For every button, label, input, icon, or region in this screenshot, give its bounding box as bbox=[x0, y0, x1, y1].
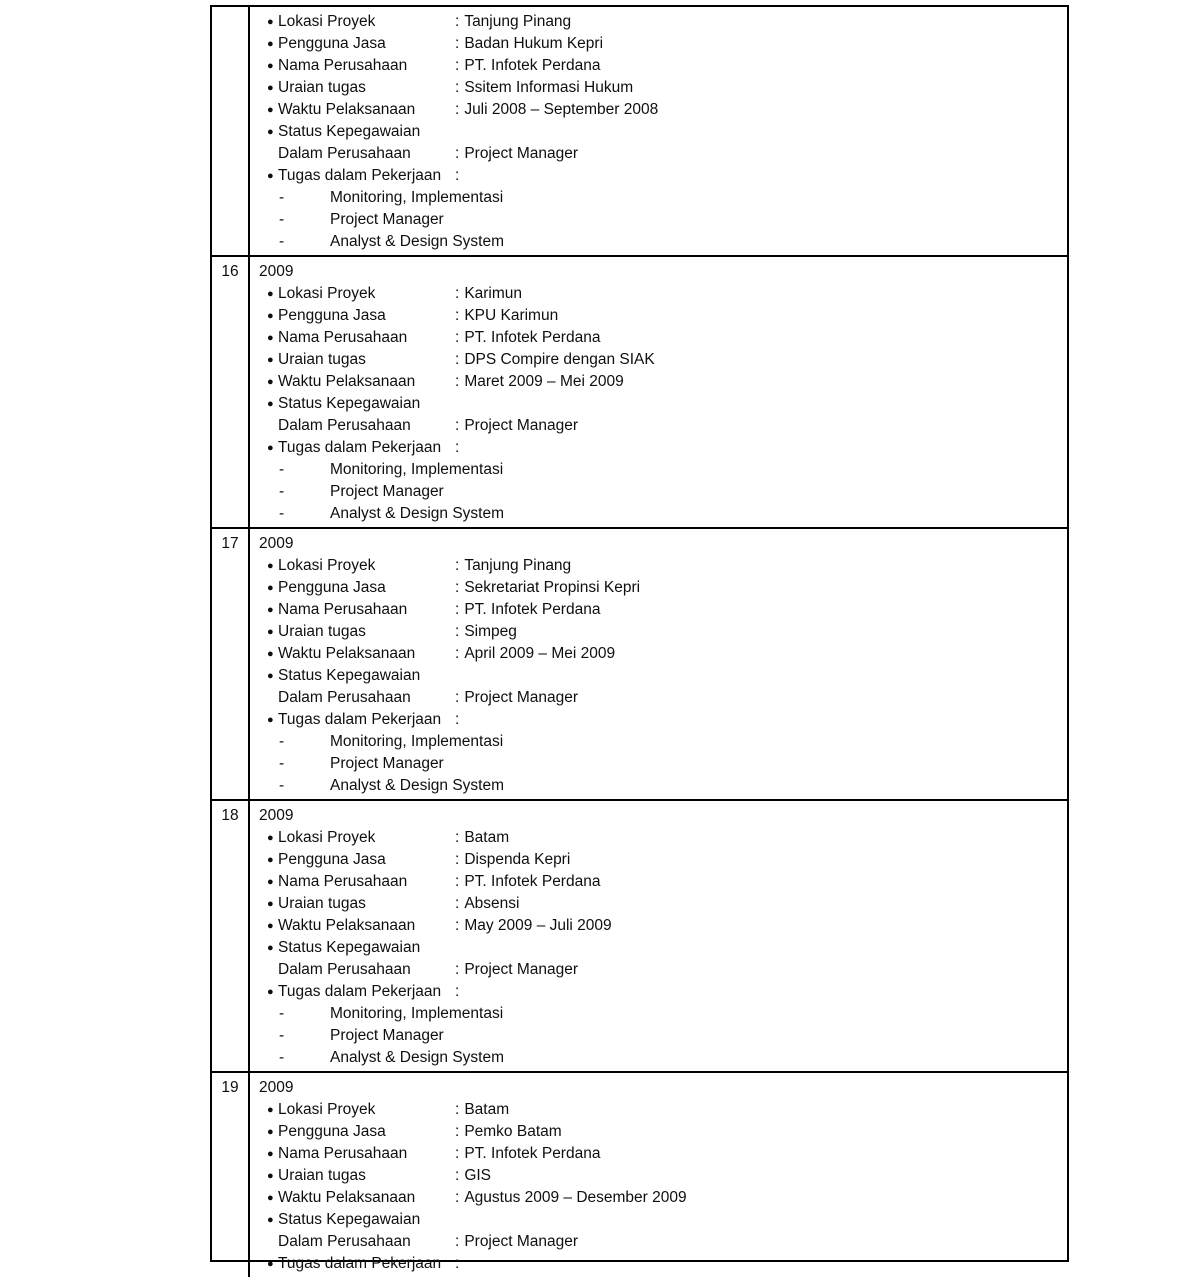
detail-value: Batam bbox=[464, 1101, 510, 1118]
detail-value: KPU Karimun bbox=[464, 307, 559, 324]
task-item bbox=[259, 481, 1061, 503]
bullet-icon: ● bbox=[267, 1148, 274, 1160]
detail-label: Uraian tugas bbox=[278, 79, 366, 96]
detail-item bbox=[259, 55, 1061, 77]
bullet-icon: ● bbox=[267, 560, 274, 572]
status-value: Project Manager bbox=[464, 689, 579, 706]
status-label: Status Kepegawaian bbox=[278, 667, 421, 684]
detail-item bbox=[259, 1165, 1061, 1187]
status-sublabel: Dalam Perusahaan bbox=[278, 689, 411, 706]
row-content-cell bbox=[250, 7, 1067, 255]
colon: : bbox=[455, 329, 460, 346]
projects-table bbox=[210, 5, 1069, 1272]
dash-icon: - bbox=[279, 1027, 285, 1044]
detail-label: Lokasi Proyek bbox=[278, 557, 376, 574]
bullet-icon: ● bbox=[267, 1104, 274, 1116]
detail-label: Waktu Pelaksanaan bbox=[278, 101, 416, 118]
row-number-cell bbox=[212, 1073, 250, 1277]
bullet-icon: ● bbox=[267, 942, 274, 954]
colon: : bbox=[455, 79, 460, 96]
detail-label: Lokasi Proyek bbox=[278, 829, 376, 846]
task-list bbox=[259, 459, 1061, 525]
detail-list bbox=[259, 11, 1061, 121]
status-sublabel: Dalam Perusahaan bbox=[278, 1233, 411, 1250]
colon: : bbox=[455, 1101, 460, 1118]
bullet-icon: ● bbox=[267, 354, 274, 366]
detail-label: Pengguna Jasa bbox=[278, 1123, 386, 1140]
bullet-icon: ● bbox=[267, 310, 274, 322]
detail-value: Absensi bbox=[464, 895, 520, 912]
status-value: Project Manager bbox=[464, 1233, 579, 1250]
detail-item bbox=[259, 305, 1061, 327]
detail-label: Nama Perusahaan bbox=[278, 601, 408, 618]
bullet-icon: ● bbox=[267, 1258, 274, 1270]
table-row bbox=[212, 7, 1067, 255]
status-label: Status Kepegawaian bbox=[278, 395, 421, 412]
colon: : bbox=[455, 101, 460, 118]
colon: : bbox=[455, 557, 460, 574]
status-line-1 bbox=[259, 121, 1061, 143]
dash-icon: - bbox=[279, 755, 285, 772]
detail-label: Uraian tugas bbox=[278, 1167, 366, 1184]
bullet-icon: ● bbox=[267, 714, 274, 726]
detail-item bbox=[259, 77, 1061, 99]
detail-list bbox=[259, 555, 1061, 665]
task-item bbox=[259, 1003, 1061, 1025]
detail-item bbox=[259, 371, 1061, 393]
task-item bbox=[259, 459, 1061, 481]
detail-value: Karimun bbox=[464, 285, 523, 302]
colon: : bbox=[455, 57, 460, 74]
task-text: Monitoring, Implementasi bbox=[330, 733, 504, 750]
detail-item bbox=[259, 283, 1061, 305]
project-year: 2009 bbox=[259, 1079, 294, 1096]
detail-item bbox=[259, 11, 1061, 33]
colon: : bbox=[455, 35, 460, 52]
task-text: Monitoring, Implementasi bbox=[330, 189, 504, 206]
row-content-cell bbox=[250, 801, 1067, 1071]
project-year: 2009 bbox=[259, 263, 294, 280]
row-content-cell bbox=[250, 257, 1067, 527]
marker-spacer bbox=[267, 1231, 278, 1253]
detail-item bbox=[259, 33, 1061, 55]
bullet-icon: ● bbox=[267, 986, 274, 998]
colon: : bbox=[455, 851, 460, 868]
task-text: Analyst & Design System bbox=[330, 505, 505, 522]
detail-label: Pengguna Jasa bbox=[278, 35, 386, 52]
tasks-header-label: Tugas dalam Pekerjaan bbox=[278, 711, 442, 728]
status-line-1 bbox=[259, 393, 1061, 415]
status-line-2 bbox=[259, 959, 1061, 981]
detail-value: PT. Infotek Perdana bbox=[464, 873, 601, 890]
row-number: 18 bbox=[221, 807, 239, 824]
detail-value: Batam bbox=[464, 829, 510, 846]
table-row bbox=[212, 1071, 1067, 1277]
task-item bbox=[259, 503, 1061, 525]
tasks-header bbox=[259, 165, 1061, 187]
detail-label: Waktu Pelaksanaan bbox=[278, 917, 416, 934]
task-item bbox=[259, 775, 1061, 797]
status-line-2 bbox=[259, 687, 1061, 709]
row-number-cell bbox=[212, 529, 250, 799]
bullet-icon: ● bbox=[267, 442, 274, 454]
task-item bbox=[259, 209, 1061, 231]
status-label: Status Kepegawaian bbox=[278, 123, 421, 140]
status-line-1 bbox=[259, 1209, 1061, 1231]
dash-icon: - bbox=[279, 189, 285, 206]
bullet-icon: ● bbox=[267, 376, 274, 388]
detail-label: Uraian tugas bbox=[278, 623, 366, 640]
detail-label: Lokasi Proyek bbox=[278, 1101, 376, 1118]
detail-value: DPS Compire dengan SIAK bbox=[464, 351, 655, 368]
task-text: Analyst & Design System bbox=[330, 233, 505, 250]
row-number: 19 bbox=[221, 1079, 239, 1096]
tasks-header-label: Tugas dalam Pekerjaan bbox=[278, 167, 442, 184]
detail-value: PT. Infotek Perdana bbox=[464, 1145, 601, 1162]
detail-value: Tanjung Pinang bbox=[464, 13, 572, 30]
row-number: 16 bbox=[221, 263, 239, 280]
detail-item bbox=[259, 915, 1061, 937]
status-line-2 bbox=[259, 1231, 1061, 1253]
task-list bbox=[259, 1003, 1061, 1069]
detail-value: Tanjung Pinang bbox=[464, 557, 572, 574]
bullet-icon: ● bbox=[267, 920, 274, 932]
table-row bbox=[212, 255, 1067, 527]
bullet-icon: ● bbox=[267, 1214, 274, 1226]
detail-label: Nama Perusahaan bbox=[278, 873, 408, 890]
detail-value: PT. Infotek Perdana bbox=[464, 601, 601, 618]
bullet-icon: ● bbox=[267, 170, 274, 182]
detail-value: PT. Infotek Perdana bbox=[464, 57, 601, 74]
bullet-icon: ● bbox=[267, 832, 274, 844]
colon: : bbox=[455, 167, 460, 184]
row-content-cell bbox=[250, 1073, 1067, 1277]
colon: : bbox=[455, 1233, 460, 1250]
detail-value: Badan Hukum Kepri bbox=[464, 35, 604, 52]
detail-item bbox=[259, 555, 1061, 577]
bullet-icon: ● bbox=[267, 604, 274, 616]
task-text: Project Manager bbox=[330, 483, 444, 500]
tasks-header-label: Tugas dalam Pekerjaan bbox=[278, 1255, 442, 1272]
marker-spacer bbox=[267, 143, 278, 165]
colon: : bbox=[455, 983, 460, 1000]
task-item bbox=[259, 187, 1061, 209]
bullet-icon: ● bbox=[267, 670, 274, 682]
dash-icon: - bbox=[279, 461, 285, 478]
detail-label: Waktu Pelaksanaan bbox=[278, 373, 416, 390]
bullet-icon: ● bbox=[267, 16, 274, 28]
colon: : bbox=[455, 1123, 460, 1140]
table-row bbox=[212, 527, 1067, 799]
colon: : bbox=[455, 439, 460, 456]
row-number-cell bbox=[212, 801, 250, 1071]
project-year: 2009 bbox=[259, 807, 294, 824]
colon: : bbox=[455, 711, 460, 728]
detail-label: Nama Perusahaan bbox=[278, 1145, 408, 1162]
dash-icon: - bbox=[279, 211, 285, 228]
tasks-header-label: Tugas dalam Pekerjaan bbox=[278, 983, 442, 1000]
marker-spacer bbox=[267, 687, 278, 709]
colon: : bbox=[455, 917, 460, 934]
detail-value: Simpeg bbox=[464, 623, 517, 640]
bullet-icon: ● bbox=[267, 876, 274, 888]
bullet-icon: ● bbox=[267, 126, 274, 138]
detail-item bbox=[259, 577, 1061, 599]
colon: : bbox=[455, 829, 460, 846]
colon: : bbox=[455, 1255, 460, 1272]
project-year: 2009 bbox=[259, 535, 294, 552]
detail-item bbox=[259, 893, 1061, 915]
colon: : bbox=[455, 1167, 460, 1184]
detail-label: Nama Perusahaan bbox=[278, 329, 408, 346]
detail-label: Uraian tugas bbox=[278, 351, 366, 368]
detail-item bbox=[259, 1143, 1061, 1165]
detail-item bbox=[259, 621, 1061, 643]
status-sublabel: Dalam Perusahaan bbox=[278, 145, 411, 162]
detail-label: Uraian tugas bbox=[278, 895, 366, 912]
bullet-icon: ● bbox=[267, 60, 274, 72]
task-text: Monitoring, Implementasi bbox=[330, 461, 504, 478]
task-list bbox=[259, 731, 1061, 797]
colon: : bbox=[455, 145, 460, 162]
bullet-icon: ● bbox=[267, 648, 274, 660]
dash-icon: - bbox=[279, 483, 285, 500]
row-content-cell bbox=[250, 529, 1067, 799]
dash-icon: - bbox=[279, 505, 285, 522]
detail-value: Agustus 2009 – Desember 2009 bbox=[464, 1189, 687, 1206]
detail-label: Waktu Pelaksanaan bbox=[278, 1189, 416, 1206]
detail-value: Dispenda Kepri bbox=[464, 851, 571, 868]
colon: : bbox=[455, 285, 460, 302]
detail-item bbox=[259, 99, 1061, 121]
detail-value: Juli 2008 – September 2008 bbox=[464, 101, 659, 118]
colon: : bbox=[455, 689, 460, 706]
detail-item bbox=[259, 1187, 1061, 1209]
dash-icon: - bbox=[279, 777, 285, 794]
status-line-1 bbox=[259, 665, 1061, 687]
task-text: Analyst & Design System bbox=[330, 1049, 505, 1066]
task-text: Project Manager bbox=[330, 1027, 444, 1044]
tasks-header bbox=[259, 1253, 1061, 1275]
detail-list bbox=[259, 827, 1061, 937]
task-item bbox=[259, 231, 1061, 253]
detail-item bbox=[259, 871, 1061, 893]
colon: : bbox=[455, 645, 460, 662]
detail-label: Lokasi Proyek bbox=[278, 285, 376, 302]
tasks-header bbox=[259, 437, 1061, 459]
detail-item bbox=[259, 327, 1061, 349]
detail-label: Pengguna Jasa bbox=[278, 579, 386, 596]
detail-value: April 2009 – Mei 2009 bbox=[464, 645, 616, 662]
detail-item bbox=[259, 1121, 1061, 1143]
task-item bbox=[259, 1025, 1061, 1047]
colon: : bbox=[455, 1145, 460, 1162]
bullet-icon: ● bbox=[267, 82, 274, 94]
bullet-icon: ● bbox=[267, 104, 274, 116]
detail-item bbox=[259, 827, 1061, 849]
task-text: Analyst & Design System bbox=[330, 777, 505, 794]
dash-icon: - bbox=[279, 233, 285, 250]
dash-icon: - bbox=[279, 733, 285, 750]
row-number-cell bbox=[212, 7, 250, 255]
detail-label: Pengguna Jasa bbox=[278, 307, 386, 324]
colon: : bbox=[455, 895, 460, 912]
task-item bbox=[259, 731, 1061, 753]
status-sublabel: Dalam Perusahaan bbox=[278, 961, 411, 978]
bullet-icon: ● bbox=[267, 854, 274, 866]
detail-item bbox=[259, 599, 1061, 621]
detail-value: Sekretariat Propinsi Kepri bbox=[464, 579, 641, 596]
bullet-icon: ● bbox=[267, 332, 274, 344]
detail-value: May 2009 – Juli 2009 bbox=[464, 917, 612, 934]
colon: : bbox=[455, 579, 460, 596]
colon: : bbox=[455, 623, 460, 640]
colon: : bbox=[455, 601, 460, 618]
detail-list bbox=[259, 1099, 1061, 1209]
detail-label: Nama Perusahaan bbox=[278, 57, 408, 74]
status-value: Project Manager bbox=[464, 417, 579, 434]
colon: : bbox=[455, 873, 460, 890]
bullet-icon: ● bbox=[267, 1126, 274, 1138]
task-text: Project Manager bbox=[330, 755, 444, 772]
status-line-2 bbox=[259, 415, 1061, 437]
bullet-icon: ● bbox=[267, 288, 274, 300]
bullet-icon: ● bbox=[267, 898, 274, 910]
row-number-cell bbox=[212, 257, 250, 527]
bullet-icon: ● bbox=[267, 38, 274, 50]
task-text: Monitoring, Implementasi bbox=[330, 1005, 504, 1022]
status-value: Project Manager bbox=[464, 145, 579, 162]
row-number: 17 bbox=[221, 535, 239, 552]
colon: : bbox=[455, 1189, 460, 1206]
detail-list bbox=[259, 283, 1061, 393]
bullet-icon: ● bbox=[267, 398, 274, 410]
status-line-2 bbox=[259, 143, 1061, 165]
status-sublabel: Dalam Perusahaan bbox=[278, 417, 411, 434]
detail-label: Pengguna Jasa bbox=[278, 851, 386, 868]
colon: : bbox=[455, 417, 460, 434]
bullet-icon: ● bbox=[267, 626, 274, 638]
colon: : bbox=[455, 373, 460, 390]
bullet-icon: ● bbox=[267, 582, 274, 594]
table-row bbox=[212, 799, 1067, 1071]
colon: : bbox=[455, 961, 460, 978]
bullet-icon: ● bbox=[267, 1192, 274, 1204]
detail-item bbox=[259, 349, 1061, 371]
colon: : bbox=[455, 351, 460, 368]
marker-spacer bbox=[267, 959, 278, 981]
detail-value: Maret 2009 – Mei 2009 bbox=[464, 373, 624, 390]
colon: : bbox=[455, 13, 460, 30]
detail-item bbox=[259, 849, 1061, 871]
task-text: Project Manager bbox=[330, 211, 444, 228]
status-value: Project Manager bbox=[464, 961, 579, 978]
tasks-header-label: Tugas dalam Pekerjaan bbox=[278, 439, 442, 456]
detail-label: Waktu Pelaksanaan bbox=[278, 645, 416, 662]
colon: : bbox=[455, 307, 460, 324]
detail-item bbox=[259, 643, 1061, 665]
bullet-icon: ● bbox=[267, 1170, 274, 1182]
status-line-1 bbox=[259, 937, 1061, 959]
tasks-header bbox=[259, 709, 1061, 731]
status-label: Status Kepegawaian bbox=[278, 939, 421, 956]
detail-value: Pemko Batam bbox=[464, 1123, 562, 1140]
task-list bbox=[259, 187, 1061, 253]
detail-label: Lokasi Proyek bbox=[278, 13, 376, 30]
status-label: Status Kepegawaian bbox=[278, 1211, 421, 1228]
tasks-header bbox=[259, 981, 1061, 1003]
detail-value: Ssitem Informasi Hukum bbox=[464, 79, 634, 96]
dash-icon: - bbox=[279, 1049, 285, 1066]
task-item bbox=[259, 753, 1061, 775]
detail-value: GIS bbox=[464, 1167, 492, 1184]
dash-icon: - bbox=[279, 1005, 285, 1022]
marker-spacer bbox=[267, 415, 278, 437]
detail-value: PT. Infotek Perdana bbox=[464, 329, 601, 346]
task-item bbox=[259, 1047, 1061, 1069]
detail-item bbox=[259, 1099, 1061, 1121]
